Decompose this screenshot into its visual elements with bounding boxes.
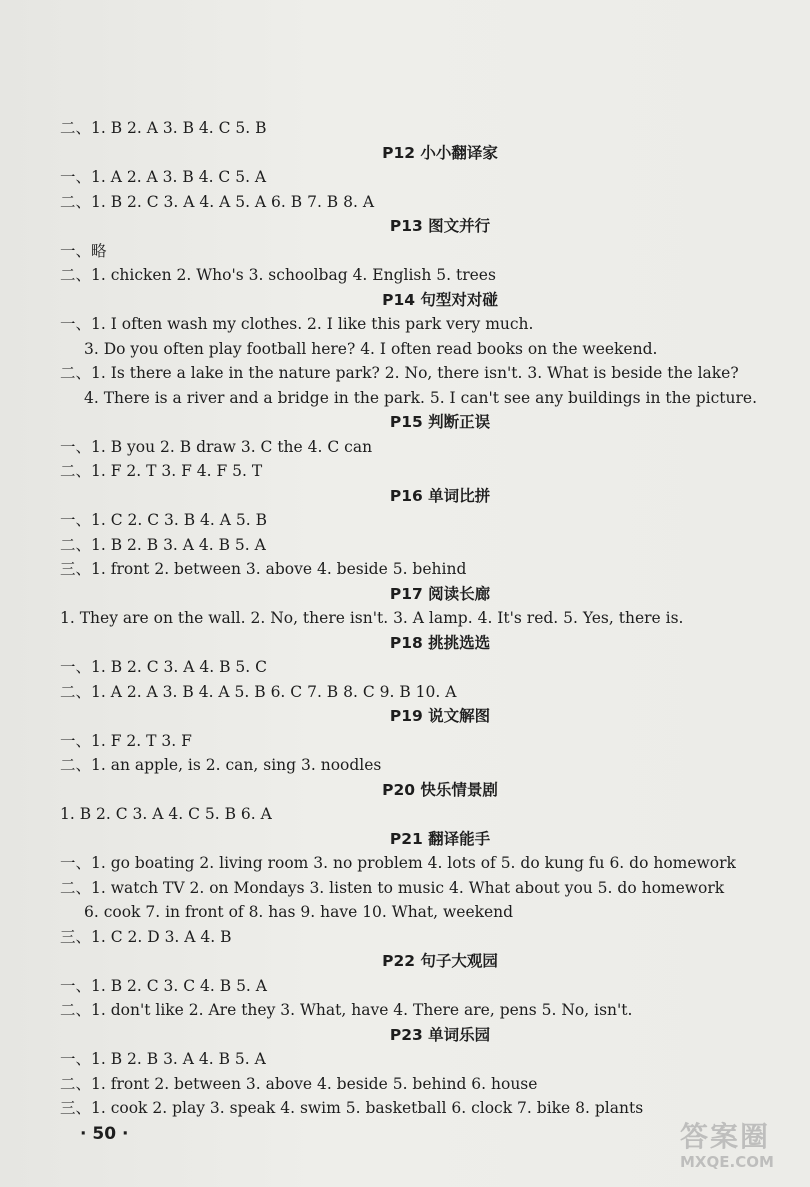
section-heading: P20 快乐情景剧 xyxy=(382,780,498,799)
answer-line: 一、1. go boating 2. living room 3. no problem 4. lots of 5. do kung fu 6. do homework xyxy=(60,854,736,872)
answer-line: 二、1. B 2. A 3. B 4. C 5. B xyxy=(60,119,267,137)
answer-line: 一、1. A 2. A 3. B 4. C 5. A xyxy=(60,168,267,186)
answer-line: 3. Do you often play football here? 4. I often read books on the weekend. xyxy=(84,339,658,358)
answer-line: 一、1. F 2. T 3. F xyxy=(60,731,192,750)
section-heading: P14 句型对对碰 xyxy=(382,290,498,309)
section-heading: P16 单词比拼 xyxy=(389,486,491,505)
answer-line: 一、1. C 2. C 3. B 4. A 5. B xyxy=(60,511,267,529)
answer-line: 二、1. B 2. B 3. A 4. B 5. A xyxy=(60,535,266,554)
answer-line: 二、1. don't like 2. Are they 3. What, have 4. There are, pens 5. No, isn't. xyxy=(60,1001,633,1019)
answer-content xyxy=(60,116,780,1121)
section-heading: P18 挑挑选选 xyxy=(389,633,491,652)
section-heading: P17 阅读长廊 xyxy=(389,584,491,603)
section-heading: P22 句子大观园 xyxy=(382,952,498,970)
answer-line: 二、1. Is there a lake in the nature park? 2. No, there isn't. 3. What is beside the lake? xyxy=(60,364,739,382)
section-heading: P13 图文并行 xyxy=(389,217,491,235)
section-heading: P21 翻译能手 xyxy=(389,829,491,848)
answer-line: 二、1. B 2. C 3. A 4. A 5. A 6. B 7. B 8. A xyxy=(60,192,375,211)
answer-line: 二、1. an apple, is 2. can, sing 3. noodles xyxy=(60,756,382,774)
answer-line: 一、1. I often wash my clothes. 2. I like this park very much. xyxy=(60,315,534,333)
answer-line: 1. B 2. C 3. A 4. C 5. B 6. A xyxy=(60,805,272,823)
answer-line: 二、1. watch TV 2. on Mondays 3. listen to music 4. What about you 5. do homework xyxy=(60,878,725,897)
answer-line: 二、1. chicken 2. Who's 3. schoolbag 4. English 5. trees xyxy=(60,266,496,284)
answer-line: 三、1. C 2. D 3. A 4. B xyxy=(60,927,232,946)
page-number: · 50 · xyxy=(80,1124,129,1144)
watermark-logo-text: 答案圈 xyxy=(680,1120,771,1153)
section-heading: P12 小小翻译家 xyxy=(382,143,498,162)
answer-line: 二、1. A 2. A 3. B 4. A 5. B 6. C 7. B 8. C 9. B 10. A xyxy=(60,682,457,701)
answer-line: 一、1. B you 2. B draw 3. C the 4. C can xyxy=(60,437,373,456)
section-heading: P19 说文解图 xyxy=(389,707,491,725)
answer-line: 二、1. front 2. between 3. above 4. beside 5. behind 6. house xyxy=(60,1074,538,1093)
answer-line: 一、略 xyxy=(60,241,107,260)
answer-line: 1. They are on the wall. 2. No, there isn't. 3. A lamp. 4. It's red. 5. Yes, there is. xyxy=(60,609,684,627)
answer-line: 一、1. B 2. C 3. C 4. B 5. A xyxy=(60,976,267,995)
answer-line: 二、1. F 2. T 3. F 4. F 5. T xyxy=(60,462,263,480)
section-heading: P15 判断正误 xyxy=(389,413,491,431)
answer-line: 一、1. B 2. C 3. A 4. B 5. C xyxy=(60,658,267,676)
watermark-url: MXQE.COM xyxy=(680,1153,774,1171)
answer-line: 4. There is a river and a bridge in the park. 5. I can't see any buildings in the picture. xyxy=(84,388,757,407)
site-watermark xyxy=(680,1122,774,1172)
answer-line: 一、1. B 2. B 3. A 4. B 5. A xyxy=(60,1050,266,1068)
answer-line: 三、1. front 2. between 3. above 4. beside 5. behind xyxy=(60,560,467,578)
section-heading: P23 单词乐园 xyxy=(389,1025,491,1044)
answer-line: 三、1. cook 2. play 3. speak 4. swim 5. basketball 6. clock 7. bike 8. plants xyxy=(60,1099,644,1117)
answer-line: 6. cook 7. in front of 8. has 9. have 10. What, weekend xyxy=(84,903,514,921)
